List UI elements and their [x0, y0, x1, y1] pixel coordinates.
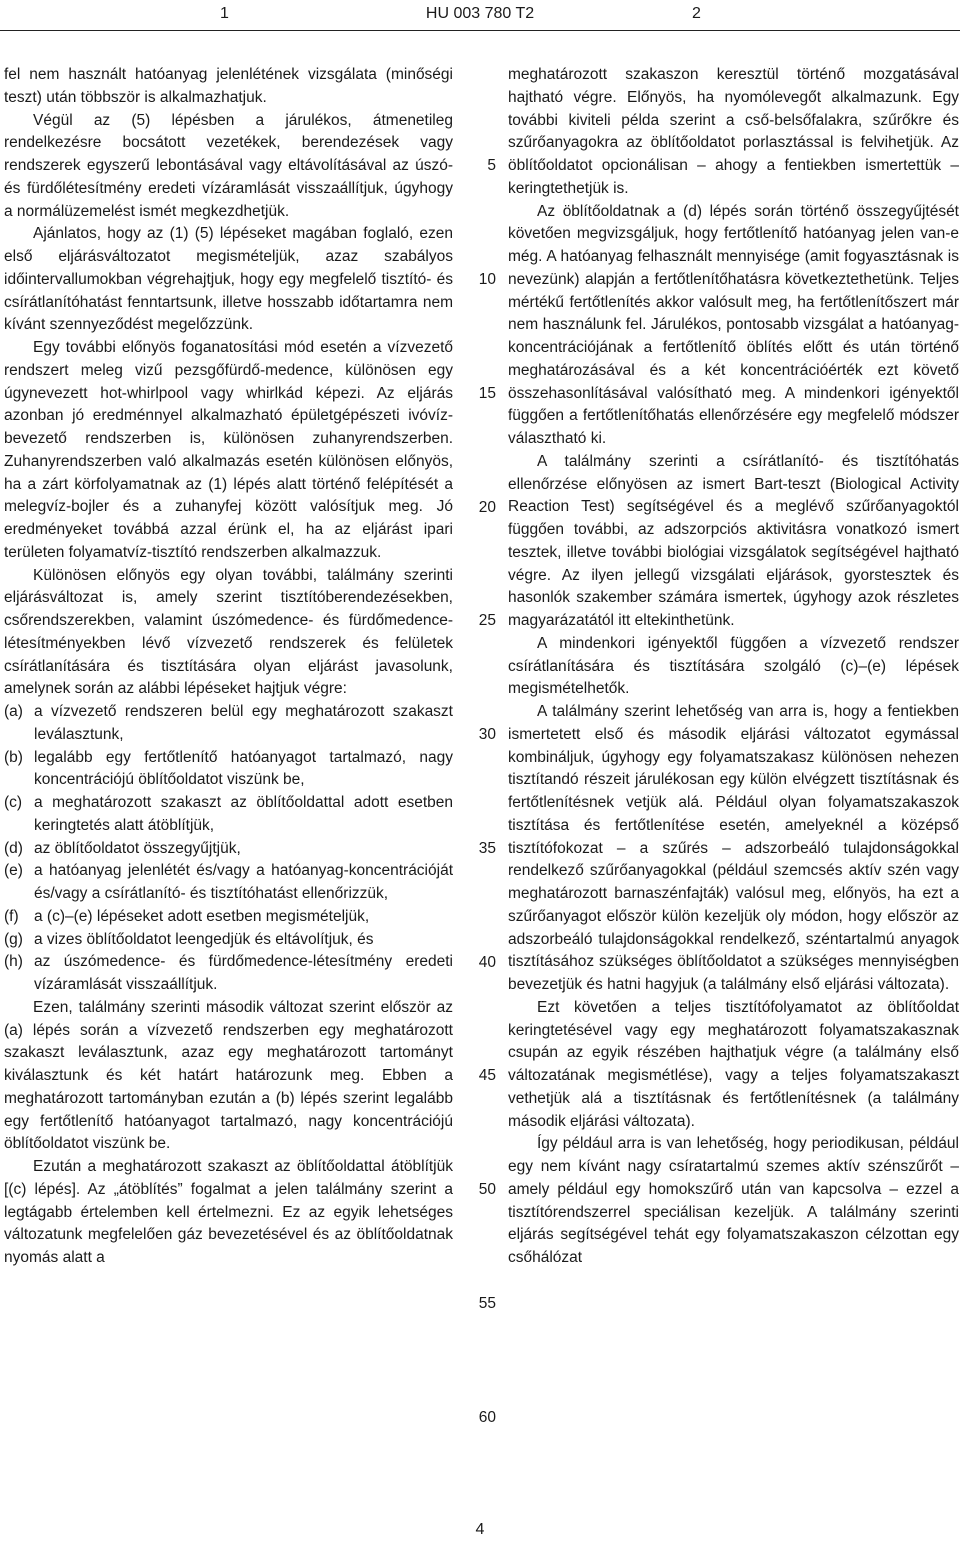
- step-text: a vízvezető rendszeren belül egy meghatározott szakaszt leválasztunk,: [34, 703, 453, 743]
- line-number: 35: [478, 840, 496, 857]
- line-number: 15: [478, 385, 496, 402]
- line-number: 55: [478, 1295, 496, 1312]
- step-marker: (e): [4, 862, 23, 880]
- header-page-left: 1: [220, 5, 229, 22]
- footer-page-number: 4: [475, 1521, 485, 1538]
- right-paragraph-3: A találmány szerinti a csírátlanító- és tisztítóhatás ellenőrzése előnyösen az ismert Bart-teszt (Biological Activity Reaction Test) segítségével és a meglévő szűrőanyagoktól függően további, az adszorpciós aktivitásra vonatkozó ismert tesztek, illetve további biológiai vizsgálatok segítségével hajtható végre. Az ilyen jellegű vizsgálati eljárások, gyorstesztek és hasonlók szakember számára ismertek, úgyhogy azok részletes magyarázatától itt eltekinthetünk.: [508, 452, 959, 629]
- step-text: a vizes öblítőoldatot leengedjük és eltávolítjuk, és: [34, 930, 374, 948]
- process-step-f: [4, 906, 453, 929]
- line-number: 5: [487, 157, 496, 174]
- step-marker: (d): [4, 839, 23, 857]
- line-number: 10: [478, 271, 496, 288]
- process-steps-list: [4, 701, 453, 997]
- header-divider: [0, 30, 960, 31]
- process-step-c: [4, 792, 453, 838]
- line-number: 40: [478, 954, 496, 971]
- right-paragraph-4: A mindenkori igényektől függően a vízvezető rendszer csírátlanítására és tisztítására szolgáló (c)–(e) lépések megismételhetők.: [508, 634, 959, 698]
- step-marker: (a): [4, 703, 23, 720]
- process-step-e: [4, 860, 453, 906]
- page-header: [0, 4, 960, 24]
- left-paragraph-7: Ezután a meghatározott szakaszt az öblítőoldattal átöblítjük [(c) lépés]. Az „átöblítés” fogalmat a jelen találmány szerint a legtágabb értelemben kell értelmezni. Ez az egyik lehetséges változatunk megfelelően gáz bevezetésével és az öblítőoldatnak nyomás alatt a: [4, 1158, 453, 1266]
- left-paragraph-2: Végül az (5) lépésben a járulékos, átmenetileg rendelkezésre bocsátott vezetékek, berendezések vagy rendszerek egyszerű lebontásával vagy eltávolításával az úszó- és fürdőlétesítmény eredeti vízáramlását visszaállítjuk, úgyhogy a normálüzemelést ismét megkezdhetjük.: [4, 111, 453, 220]
- left-paragraph-6: Ezen, találmány szerinti második változat szerint először az (a) lépés során a vízvezető rendszerben egy meghatározott szakaszt leválasztunk, azaz egy meghatározott tartományt kiválasztunk és két határt határozunk meg. Ebben a meghatározott tartományban ezután a (b) lépés szerint legalább egy fertőtlenítő hatóanyagot tartalmazó, nagy koncentrációjú öblítőoldatot viszünk be.: [4, 998, 453, 1153]
- process-step-d: [4, 838, 453, 861]
- step-text: a (c)–(e) lépéseket adott esetben megismételjük,: [34, 907, 370, 925]
- left-paragraph-1: fel nem használt hatóanyag jelenlétének vizsgálata (minőségi teszt) után többször is alkalmazhatjuk.: [4, 66, 453, 106]
- header-page-right: 2: [692, 5, 701, 22]
- process-step-b: [4, 747, 453, 793]
- line-number: 20: [478, 499, 496, 516]
- line-number: 45: [478, 1067, 496, 1084]
- line-number: 60: [478, 1409, 496, 1426]
- right-column: [508, 64, 959, 1270]
- process-step-h: [4, 951, 453, 997]
- left-paragraph-5: Különösen előnyös egy olyan további, találmány szerinti eljárásváltozat is, amely szerint tisztítóberendezésekben, csőrendszerekben, valamint úszómedence- és fürdőmedence-létesítményekben lévő vízvezető rendszerek és felületek csírátlanítására és tisztítására olyan eljárást javasolunk, amelynek során az alábbi lépéseket hajtjuk végre:: [4, 566, 453, 698]
- page-footer: [0, 1520, 960, 1540]
- right-paragraph-7: Így például arra is van lehetőség, hogy periodikusan, például egy nem kívánt nagy csíratartalmú szemes aktív szénszűrőt – amely például egy homokszűrő után van kapcsolva – ezzel a tisztítórendszerrel speciálisan kezeljük. A találmány szerinti eljárás segítségével tehát egy folyamatszakaszon célzottan egy csőhálózat: [508, 1135, 959, 1266]
- step-text: az öblítőoldatot összegyűjtjük,: [34, 839, 241, 857]
- process-step-a: [4, 701, 453, 747]
- left-column: [4, 64, 453, 1270]
- right-paragraph-2: Az öblítőoldatnak a (d) lépés során történő összegyűjtését követően megvizsgáljuk, hogy fertőtlenítő hatóanyag jelen van-e még. A hatóanyag felhasznált mennyisége (amit fogyasztásnak is nevezünk) alapján a fertőtlenítőhatásra következtethetünk. Teljes mértékű fertőtlenítés akkor valósult meg, ha fertőtlenítőszert már nem használunk fel. Járulékos, pontosabb vizsgálat a hatóanyag-koncentrációjának a fertőtlenítő öblítés előtt és után történő meghatározásával és a két koncentrációérték ezt követő összehasonlításával valósítható meg. A mindenkori igényektől függően a fertőtlenítőhatás ellenőrzésére egy megfelelő módszer választható ki.: [508, 202, 959, 447]
- right-paragraph-5: A találmány szerint lehetőség van arra is, hogy a fentiekben ismertetett első és második eljárási változatot egymással kombináljuk, úgyhogy egy folyamatszakasz különösen nehezen tisztítandó részeit járulékosan egy külön elvégzett tisztításnak és fertőtlenítésnek vetjük alá. Például olyan folyamatszakaszok tisztítása és fertőtlenítése esetén, amelyeknél a középső tisztítófokozat – a szűrés – adszorbeáló tulajdonságokkal rendelkező szűrőanyagokkal (például szemcsés aktív szén vagy meghatározott barnaszénfajták) valósul meg, előnyös, ha ezt a szűrőanyagot először külön kezeljük oly módon, hogy először az adszorbeáló tulajdonságokkal rendelkező, széntartalmú anyagok tisztításához szükséges öblítőoldatot a szükséges mennyiségben bevezetjük és hatni hagyjuk (a találmány első eljárási változata).: [508, 703, 959, 993]
- header-patent-number: HU 003 780 T2: [425, 5, 535, 22]
- step-marker: (g): [4, 930, 23, 948]
- step-marker: (f): [4, 907, 19, 925]
- right-paragraph-1: meghatározott szakaszon keresztül történő mozgatásával hajtható végre. Előnyös, ha nyomólevegőt alkalmazunk. Egy további kiviteli példa szerint a cső-belsőfalakra, szűrőkre és szűrőanyagokra az öblítőoldatot porlasztással is felvihetjük. Az öblítőoldatot opcionálisan – ahogy a fentiekben ismertettük – keringtethetjük is.: [508, 66, 959, 197]
- step-text: legalább egy fertőtlenítő hatóanyagot tartalmazó, nagy koncentrációjú öblítőoldatot viszünk be,: [34, 748, 453, 789]
- step-text: a meghatározott szakaszt az öblítőoldattal adott esetben keringtetés alatt átöblítjük,: [34, 794, 453, 834]
- right-paragraph-6: Ezt követően a teljes tisztítófolyamatot az öblítőoldat keringtetésével vagy egy meghatározott folyamatszakasznak csupán az egyik részében hajthatjuk végre (a találmány első változatának megismétlése), vagy a teljes folyamatszakaszt vethetjük alá a tisztításnak és fertőtlenítésnek (a találmány második eljárási változata).: [508, 998, 959, 1130]
- line-number: 30: [478, 726, 496, 743]
- step-marker: (b): [4, 748, 23, 766]
- step-text: az úszómedence- és fürdőmedence-létesítmény eredeti vízáramlását visszaállítjuk.: [34, 953, 453, 993]
- step-text: a hatóanyag jelenlétét és/vagy a hatóanyag-koncentrációját és/vagy a csírátlanító- és tisztítóhatást ellenőrizzük,: [34, 862, 453, 902]
- left-paragraph-3: Ajánlatos, hogy az (1) (5) lépéseket magában foglaló, ezen első eljárásváltozatot megismételjük, azaz szabályos időintervallumokban végrehajtjuk, hogy egy megfelelő tisztító- és csírátlanítóhatást fenntartsunk, illetve hosszabb időtartamra nem kívánt szennyeződést megelőzzünk.: [4, 225, 453, 334]
- left-paragraph-4: Egy további előnyös foganatosítási mód esetén a vízvezető rendszert meleg vizű pezsgőfürdő-medence, különösen egy úgynevezett hot-whirlpool vagy whirlkád képezi. Az eljárás azonban jó eredménnyel alkalmazható épületgépészeti ivóvíz-bevezető rendszerben is, különösen zuhanyrendszerben. Zuhanyrendszerben való alkalmazás esetén különösen előnyös, ha a zárt körfolyamatnak az (1) lépés alatt történő felépítését a melegvíz-bojler és a zuhanyfej között valósítjuk meg. Jó eredményeket továbbá azzal érünk el, ha az eljárást ipari területen folyamatvíz-tisztító rendszerben alkalmazzuk.: [4, 339, 453, 561]
- process-step-g: [4, 929, 453, 952]
- step-marker: (h): [4, 953, 23, 971]
- line-number: 50: [478, 1181, 496, 1198]
- line-number: 25: [478, 612, 496, 629]
- step-marker: (c): [4, 794, 23, 811]
